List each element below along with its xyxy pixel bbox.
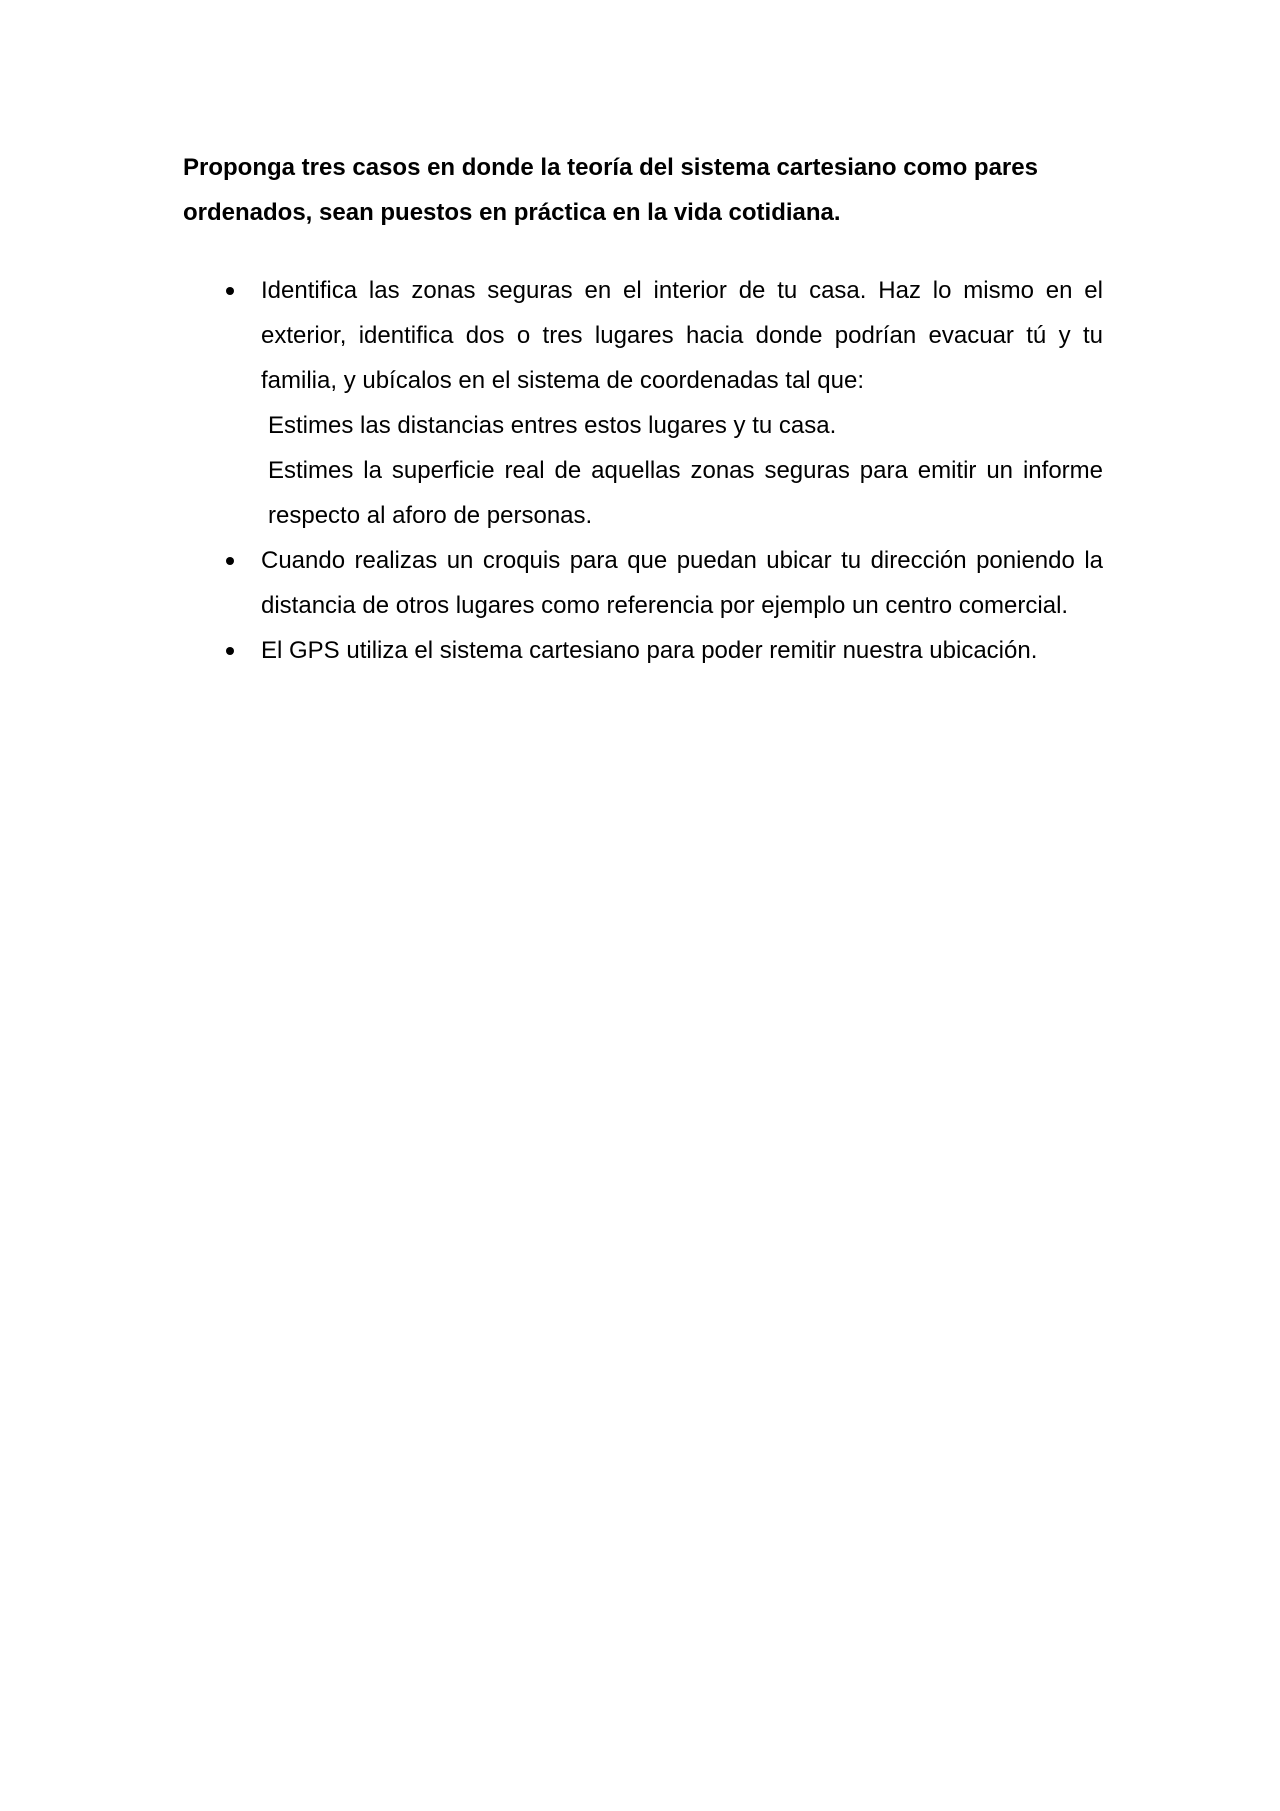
list-item bbox=[183, 268, 1103, 538]
bullet-icon bbox=[226, 287, 234, 295]
list-item bbox=[183, 538, 1103, 628]
answer-list bbox=[183, 268, 1103, 673]
question-heading: Proponga tres casos en donde la teoría del sistema cartesiano como pares ordenados, sean puestos en práctica en la vida cotidiana. bbox=[183, 154, 1038, 226]
list-item-text: Identifica las zonas seguras en el interior de tu casa. Haz lo mismo en el exterior, identifica dos o tres lugares hacia donde podrían evacuar tú y tu familia, y ubícalos en el sistema de coordenadas tal que: bbox=[261, 277, 1103, 394]
list-item-text: Cuando realizas un croquis para que puedan ubicar tu dirección poniendo la distancia de otros lugares como referencia por ejemplo un centro comercial. bbox=[261, 547, 1103, 619]
list-item-text: El GPS utiliza el sistema cartesiano para poder remitir nuestra ubicación. bbox=[261, 637, 1038, 664]
bullet-icon bbox=[226, 557, 234, 565]
list-item-subline: Estimes la superficie real de aquellas zonas seguras para emitir un informe respecto al aforo de personas. bbox=[268, 457, 1103, 529]
list-item-subline: Estimes las distancias entres estos lugares y tu casa. bbox=[268, 412, 837, 439]
bullet-icon bbox=[226, 647, 234, 655]
list-item bbox=[183, 628, 1103, 673]
